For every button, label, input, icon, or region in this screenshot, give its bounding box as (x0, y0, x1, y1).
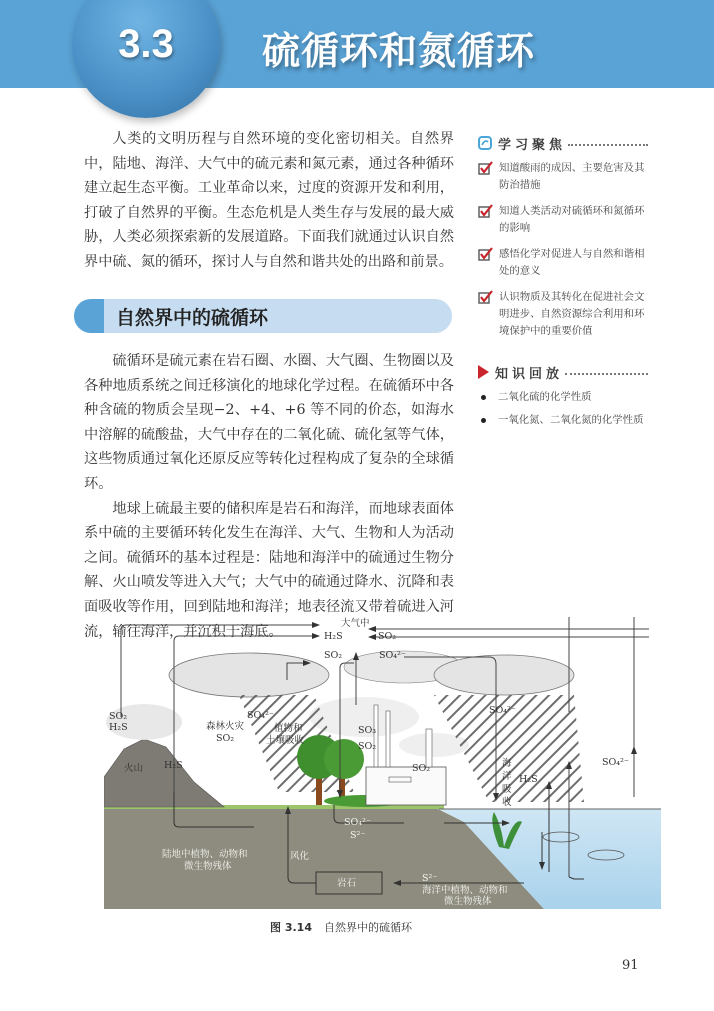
label-sea-s: S²⁻ (422, 873, 438, 884)
section-heading (74, 299, 452, 333)
section-heading-tab (74, 299, 104, 333)
knowledge-review-header (478, 363, 648, 381)
label-ocean-so4: SO₄²⁻ (602, 757, 629, 768)
learning-focus-box (478, 134, 648, 349)
figure-caption-text: 自然界中的硫循环 (323, 921, 412, 934)
checkbox-checked-icon (478, 204, 493, 218)
label-volcano-h2s: H₂S (109, 722, 128, 733)
checkbox-checked-icon (478, 247, 493, 261)
knowledge-review-box (478, 363, 648, 435)
bullet-icon (481, 395, 486, 400)
section-number-badge (72, 0, 220, 118)
intro-paragraph (84, 127, 454, 275)
review-item (478, 389, 648, 406)
label-volcano-so2: SO₂ (109, 711, 128, 722)
label-so2-atm-2: SO₂ (324, 650, 343, 661)
label-rain-so4-right: SO₄²⁻ (489, 705, 516, 716)
label-land-remains-2: 微生物残体 (184, 861, 232, 872)
label-land-remains-1: 陆地中植物、动物和 (162, 849, 248, 860)
label-atmosphere: 大气中 (341, 618, 370, 629)
focus-item-text: 感悟化学对促进人与自然和谐相处的意义 (499, 248, 645, 277)
focus-item (478, 160, 648, 194)
label-volcano-h2s-2: H₂S (164, 760, 183, 771)
dotted-rule (565, 373, 648, 375)
label-soil-s: S²⁻ (350, 830, 366, 841)
triangle-play-icon (478, 365, 489, 379)
checkbox-checked-icon (478, 161, 493, 175)
learning-focus-title: 学习聚焦 (498, 137, 567, 153)
label-sea-remains-1: 海洋中植物、动物和 (422, 885, 508, 896)
label-forest-so2: SO₂ (216, 733, 235, 744)
label-so2-atm: SO₂ (378, 631, 397, 642)
focus-item (478, 246, 648, 280)
label-rock: 岩石 (337, 878, 357, 889)
learning-focus-header (478, 134, 648, 152)
label-so4-atm: SO₄²⁻ (379, 650, 406, 661)
section-paragraph-1: 硫循环是硫元素在岩石圈、水圈、大气圈、生物圈以及各种地质系统之间迁移演化的地球化学过程。在硫循环中各种含硫的物质会呈现−2、+4、+6 等不同的价态，如海水中溶解的硫酸盐，大气中存在的二氧化硫、硫化氢等气体，这些物质通过氧化还原反应等转化过程构成了复杂的全球循环。 (84, 353, 454, 492)
review-item-text: 二氧化硫的化学性质 (498, 391, 592, 403)
focus-item (478, 203, 648, 237)
intro-text: 人类的文明历程与自然环境的变化密切相关。自然界中，陆地、海洋、大气中的硫元素和氮元素，通过各种循环建立起生态平衡。工业革命以来，过度的资源开发和利用，打破了自然界的平衡。生态危机是人类生存与发展的最大威胁，人类必须探索新的发展道路。下面我们就通过认识自然界中硫、氮的循环，探讨人与自然和谐共处的出路和前景。 (84, 131, 454, 270)
review-item (478, 412, 648, 429)
sulfur-cycle-diagram (104, 617, 661, 909)
label-sea-remains-2: 微生物残体 (444, 896, 492, 907)
label-plant-soil-2: 土壤吸收 (266, 735, 305, 746)
figure-caption (270, 919, 412, 935)
label-volcano: 火山 (124, 763, 144, 774)
focus-item-text: 认识物质及其转化在促进社会文明进步、自然资源综合利用和环境保护中的重要价值 (499, 291, 645, 337)
label-h2s-atm: H₂S (324, 631, 343, 642)
knowledge-review-title: 知识回放 (495, 366, 564, 382)
page-number: 91 (622, 958, 639, 973)
focus-item (478, 289, 648, 340)
label-factory-so2-b: SO₂ (412, 763, 431, 774)
label-weathering: 风化 (290, 851, 310, 862)
bullet-icon (481, 418, 486, 423)
label-factory-so2-a: SO₂ (358, 741, 377, 752)
label-soil-so4: SO₄²⁻ (344, 817, 371, 828)
label-plant-soil-1: 植物和 (274, 723, 303, 734)
checkbox-checked-icon (478, 290, 493, 304)
section-body (84, 349, 454, 644)
label-ocean-h2s: H₂S (519, 774, 538, 785)
section-number: 3.3 (118, 22, 174, 66)
focus-swirl-icon (478, 136, 492, 150)
section-heading-text: 自然界中的硫循环 (116, 307, 269, 329)
focus-item-text: 知道人类活动对硫循环和氮循环的影响 (499, 205, 645, 234)
dotted-rule (568, 144, 648, 146)
label-factory-so3: SO₃ (358, 725, 377, 736)
label-rain-so4-left: SO₄²⁻ (247, 710, 274, 721)
label-ocean-absorb: 海洋吸收 (502, 758, 512, 808)
chapter-title: 硫循环和氮循环 (262, 29, 536, 73)
label-forest-fire: 森林火灾 (206, 721, 245, 732)
figure-number: 图 3.14 (270, 921, 312, 934)
focus-item-text: 知道酸雨的成因、主要危害及其防治措施 (499, 162, 645, 191)
section-paragraph-2: 地球上硫最主要的储积库是岩石和海洋，而地球表面体系中硫的主要循环转化发生在海洋、大气、生物和人为活动之间。硫循环的基本过程是：陆地和海洋中的硫通过生物分解、火山喷发等进入大气；大气中的硫通过降水、沉降和表面吸收等作用，回到陆地和海洋；地表径流又带着硫进入河流，输往海洋，并沉积于海底。 (84, 500, 454, 640)
review-item-text: 一氧化氮、二氧化氮的化学性质 (498, 414, 644, 426)
